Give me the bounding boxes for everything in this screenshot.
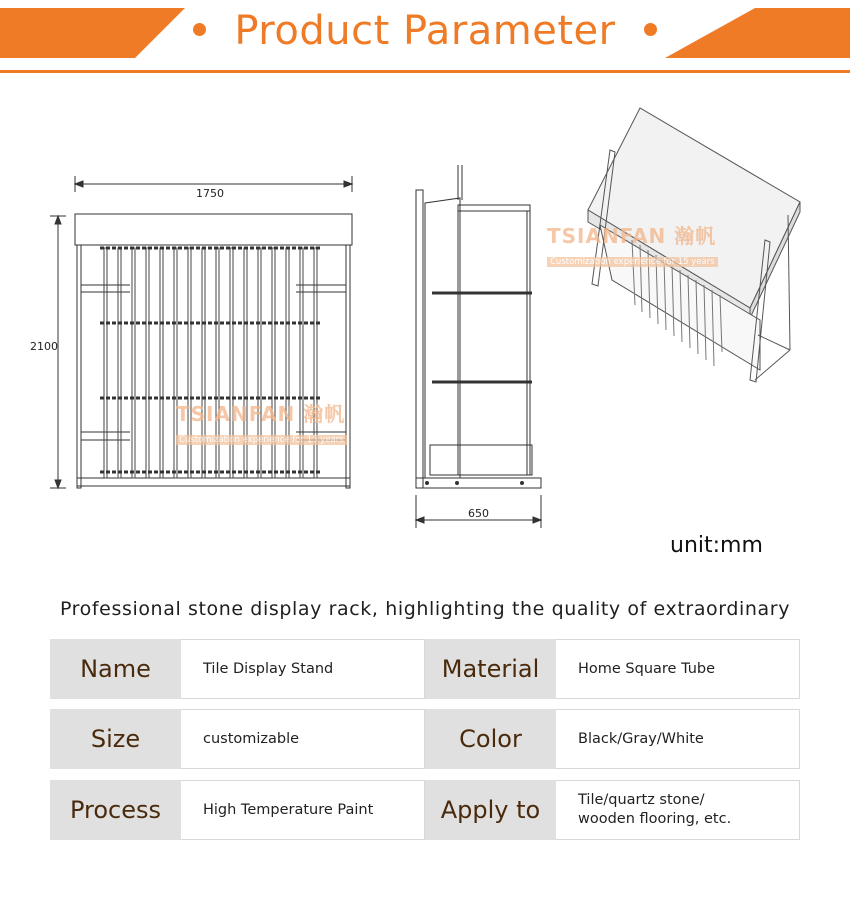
param-label: Material xyxy=(425,639,556,699)
watermark-slogan: Customization experience for 15 years xyxy=(176,435,347,445)
param-value xyxy=(556,780,800,840)
param-value: customizable xyxy=(181,709,425,769)
page-title xyxy=(0,8,850,54)
unit-label: unit:mm xyxy=(670,533,763,558)
page-title-text: Product Parameter xyxy=(234,8,616,54)
param-label: Color xyxy=(425,709,556,769)
param-label: Name xyxy=(50,639,181,699)
watermark-brand: TSIANFAN 瀚帆 xyxy=(547,224,717,248)
watermark-brand: TSIANFAN 瀚帆 xyxy=(176,402,346,426)
param-value-line: wooden flooring, etc. xyxy=(578,811,732,827)
tagline: Professional stone display rack, highlighting the quality of extraordinary xyxy=(59,598,791,620)
param-value: Black/Gray/White xyxy=(556,709,800,769)
table-row xyxy=(50,709,800,769)
width-dimension-label: 1750 xyxy=(196,187,224,200)
header-banner xyxy=(0,0,850,80)
height-dimension-label: 2100 xyxy=(30,340,58,353)
drawing-canvas xyxy=(0,80,850,580)
param-value: High Temperature Paint xyxy=(181,780,425,840)
watermark-perspective xyxy=(547,220,718,268)
technical-drawings xyxy=(0,80,850,580)
bullet-dot-icon xyxy=(193,23,206,36)
watermark-front xyxy=(176,398,347,446)
watermark-slogan: Customization experience for 15 years xyxy=(547,257,718,267)
side-view-drawing xyxy=(416,165,541,528)
table-row xyxy=(50,780,800,840)
param-label: Size xyxy=(50,709,181,769)
param-value-line: Tile/quartz stone/ xyxy=(578,792,705,808)
param-label: Process xyxy=(50,780,181,840)
param-label: Apply to xyxy=(425,780,556,840)
table-row xyxy=(50,639,800,699)
depth-dimension-label: 650 xyxy=(468,507,489,520)
bullet-dot-icon xyxy=(644,23,657,36)
param-value: Tile Display Stand xyxy=(181,639,425,699)
header-underline xyxy=(0,70,850,73)
param-value: Home Square Tube xyxy=(556,639,800,699)
